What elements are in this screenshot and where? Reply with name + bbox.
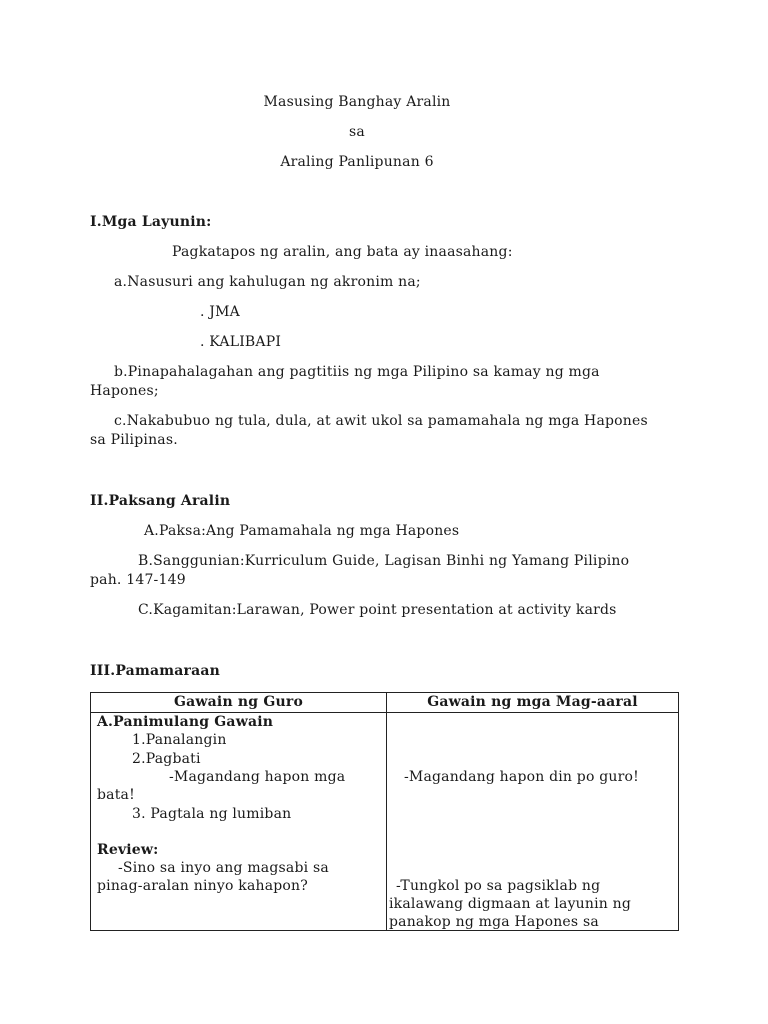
teacher-cell bbox=[91, 713, 387, 931]
column-header-teacher: Gawain ng Guro bbox=[91, 693, 387, 713]
document-title: Masusing Banghay Aralin bbox=[263, 94, 451, 110]
objective-a: a.Nasusuri ang kahulugan ng akronim na; bbox=[114, 274, 421, 290]
column-header-students: Gawain ng mga Mag-aaral bbox=[387, 693, 679, 713]
student-review-line1: -Tungkol po sa pagsiklab ng bbox=[396, 878, 601, 894]
section-heading-objectives: I.Mga Layunin: bbox=[90, 214, 212, 230]
objective-c-line1: c.Nakabubuo ng tula, dula, at awit ukol sa pamamahala ng mga Hapones bbox=[114, 413, 648, 429]
step-prayer: 1.Panalangin bbox=[132, 732, 227, 748]
table-row bbox=[91, 713, 679, 931]
review-question-line1: -Sino sa inyo ang magsabi sa bbox=[118, 860, 329, 876]
step-attendance: 3. Pagtala ng lumiban bbox=[132, 806, 292, 822]
student-review-line3: panakop ng mga Hapones sa bbox=[389, 914, 599, 930]
review-heading: Review: bbox=[97, 842, 159, 858]
topic-a: A.Paksa:Ang Pamamahala ng mga Hapones bbox=[144, 523, 460, 539]
objective-b-line1: b.Pinapahalagahan ang pagtitiis ng mga Pilipino sa kamay ng mga bbox=[114, 364, 600, 380]
review-question-line2: pinag-aralan ninyo kahapon? bbox=[97, 878, 308, 894]
topic-b-line2: pah. 147-149 bbox=[90, 572, 186, 588]
objectives-intro: Pagkatapos ng aralin, ang bata ay inaasahang: bbox=[172, 244, 513, 260]
students-cell bbox=[387, 713, 679, 931]
step-greeting: 2.Pagbati bbox=[132, 751, 201, 767]
section-heading-topic: II.Paksang Aralin bbox=[90, 493, 231, 509]
procedure-table bbox=[90, 692, 679, 931]
teacher-greeting-line2: bata! bbox=[97, 787, 135, 803]
sub-heading-intro-activity: A.Panimulang Gawain bbox=[97, 714, 274, 730]
teacher-greeting-line1: -Magandang hapon mga bbox=[169, 769, 346, 785]
student-greeting-reply: -Magandang hapon din po guro! bbox=[404, 769, 639, 785]
table-header-row bbox=[91, 693, 679, 713]
title-connector: sa bbox=[349, 124, 365, 140]
topic-c: C.Kagamitan:Larawan, Power point presentation at activity kards bbox=[138, 602, 617, 618]
acronym-item: . KALIBAPI bbox=[200, 334, 282, 350]
topic-b-line1: B.Sanggunian:Kurriculum Guide, Lagisan Binhi ng Yamang Pilipino bbox=[138, 553, 630, 569]
objective-c-line2: sa Pilipinas. bbox=[90, 432, 178, 448]
document-subject: Araling Panlipunan 6 bbox=[280, 154, 434, 170]
objective-b-line2: Hapones; bbox=[90, 383, 159, 399]
section-heading-procedure: III.Pamamaraan bbox=[90, 663, 221, 679]
student-review-line2: ikalawang digmaan at layunin ng bbox=[389, 896, 632, 912]
acronym-item: . JMA bbox=[200, 304, 240, 320]
